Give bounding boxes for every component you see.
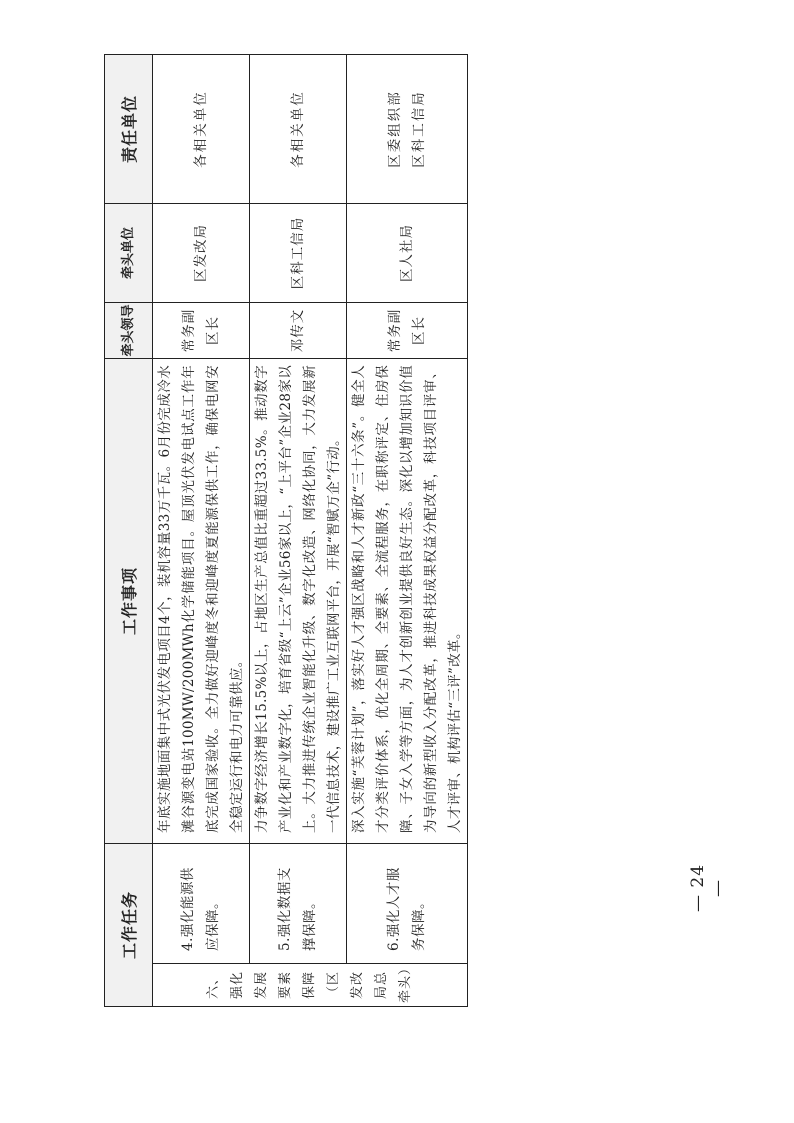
lead-cell: 邓传文 — [250, 302, 347, 358]
header-items: 工作事项 — [105, 358, 153, 843]
table-row — [153, 54, 250, 1006]
lead-unit-cell: 区发改局 — [153, 203, 250, 302]
lead-unit-cell: 区科工信局 — [250, 203, 347, 302]
lead-cell: 常务副区长 — [153, 302, 250, 358]
task-cell: 6.强化人才服务保障。 — [347, 843, 468, 963]
table-row — [347, 54, 468, 1006]
category-cell: 六、强化发展要素保障（区发改局总牵头） — [153, 964, 468, 1007]
header-lead-unit: 牵头单位 — [105, 203, 153, 302]
table-header-row — [105, 54, 153, 1006]
items-cell: 力争数字经济增长15.5%以上，占地区生产总值比重超过33.5%。推动数字产业化和产业数字化，培育省级“上云”企业56家以上，“上平台”企业28家以上。大力推进传统企业智能化升级、数字化改造、网络化协同，大力发展新一代信息技术，建设推广工业互联网平台，开展“智赋万企”行动。 — [250, 358, 347, 843]
header-responsible: 责任单位 — [105, 54, 153, 203]
task-cell: 4.强化能源供应保障。 — [153, 843, 250, 963]
lead-unit-cell: 区人社局 — [347, 203, 468, 302]
items-cell: 深入实施“芙蓉计划”，落实好人才强区战略和人才新政“三十六条”。健全人才分类评价体系，优化全周期、全要素、全流程服务，在职称评定、住房保障、子女入学等方面，为人才创新创业提供良好生态。深化以增加知识价值为导向的新型收入分配改革，推进科技成果权益分配改革，科技项目评审、人才评审、机构评估“三评”改革。 — [347, 358, 468, 843]
page-number: — 24 — — [688, 863, 728, 913]
table-row — [250, 54, 347, 1006]
responsible-cell: 区委组织部 区科工信局 — [347, 54, 468, 203]
items-cell: 年底实施地面集中式光伏发电项目4个，装机容量33万千瓦。6月份完成冷水滩谷源变电站100MW/200MWh化学储能项目。屋顶光伏发电试点工作年底完成国家验收。全力做好迎峰度冬和迎峰度夏能源保供工作，确保电网安全稳定运行和电力可靠供应。 — [153, 358, 250, 843]
responsible-cell: 各相关单位 — [250, 54, 347, 203]
task-cell: 5.强化数据支撑保障。 — [250, 843, 347, 963]
work-task-table — [104, 54, 468, 1007]
rotated-table-container — [104, 55, 463, 1007]
header-lead: 牵头领导 — [105, 302, 153, 358]
lead-cell: 常务副区长 — [347, 302, 468, 358]
header-task: 工作任务 — [105, 843, 153, 1006]
responsible-cell: 各相关单位 — [153, 54, 250, 203]
